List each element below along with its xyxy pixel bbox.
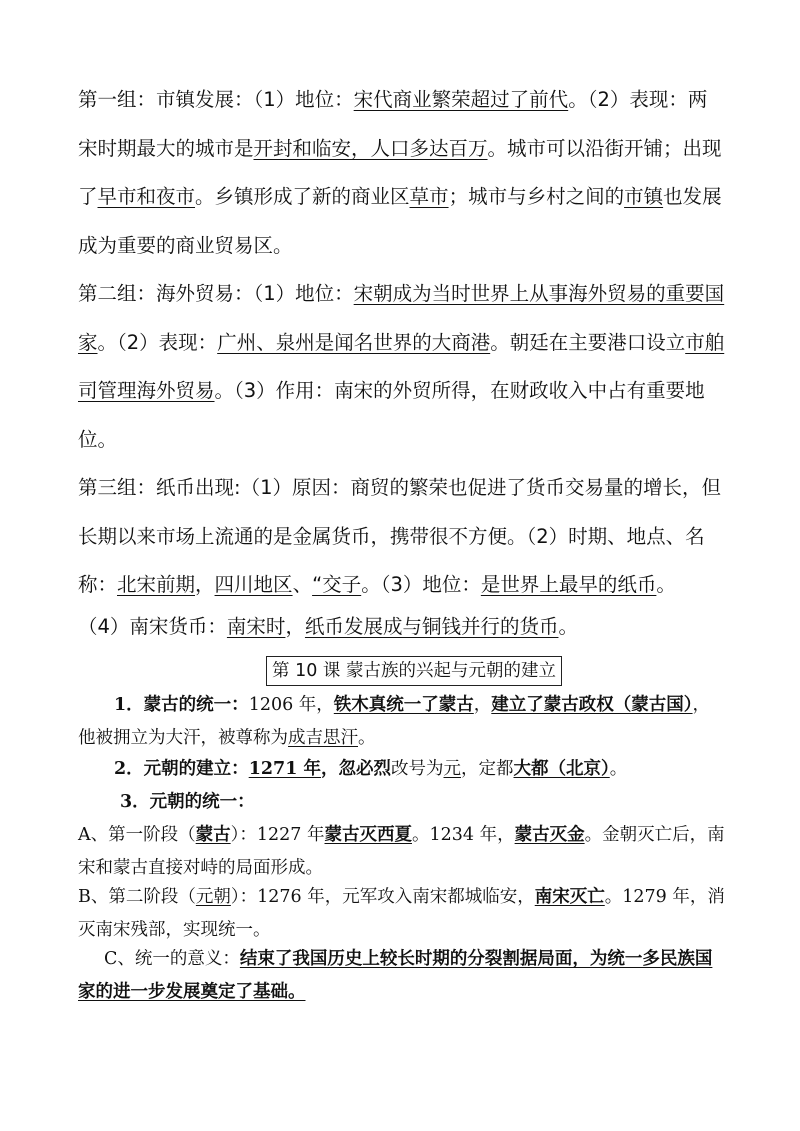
underlined-phrase: 元 <box>443 759 461 779</box>
body-text: ，他被拥立为大汗，被尊称为 <box>78 695 711 748</box>
item-label: 2．元朝的建立： <box>114 759 249 779</box>
group3-heading: 第三组：纸币出现:（1）原因：商贸的繁荣也促进了货币交易量的增长，但长期以来市场上流通的是金属货币，携带很不方便。（2）时期、地点、名称： <box>78 476 721 596</box>
body-text: 。（3）地位： <box>361 573 481 596</box>
underlined-phrase: 大都（北京） <box>513 759 610 779</box>
underlined-phrase: 宋代商业繁荣超过了前代 <box>353 88 569 111</box>
body-text: ， <box>285 615 305 638</box>
body-text: ）：1276 年，元军攻入南宋都城临安， <box>230 887 535 907</box>
body-text: 。 <box>609 759 628 779</box>
body-text: 改号为 <box>391 759 444 779</box>
paragraph-overseas-trade <box>78 270 726 464</box>
underlined-phrase: 成吉思汗 <box>288 728 358 748</box>
underlined-phrase: 蒙古灭西夏 <box>324 825 412 845</box>
underlined-phrase: 开封和临安，人口多达百万 <box>253 136 488 160</box>
underlined-phrase: 蒙古 <box>195 825 231 845</box>
underlined-phrase: 元朝 <box>195 887 231 907</box>
underlined-phrase: 市镇 <box>624 185 664 208</box>
body-text: 。朝廷在主要港口设立 <box>490 330 686 354</box>
body-text: ，定都 <box>461 759 514 779</box>
stage-b <box>78 881 726 947</box>
underlined-phrase: “交子 <box>312 573 362 596</box>
item-mongol-unification <box>78 689 726 755</box>
body-text: 、 <box>292 573 313 596</box>
body-text: 。金朝灭亡后，南宋和蒙古直接对峙的局面形成。 <box>78 825 725 878</box>
underlined-phrase: 北宋前期 <box>117 573 196 596</box>
underlined-phrase: 是世界上最早的纸币 <box>480 573 657 596</box>
underlined-phrase: 市舶司管理海外贸易 <box>78 330 725 402</box>
body-text: ，忽必烈 <box>321 759 391 779</box>
body-text: 。城市可以沿街开铺；出现了 <box>78 136 722 208</box>
underlined-phrase: 铁木真统一了蒙古 <box>333 695 474 715</box>
body-text: 。（2）表现： <box>97 330 218 354</box>
item-yuan-unification <box>78 786 726 819</box>
underlined-phrase: 纸币发展成与铜钱并行的货币 <box>304 615 559 638</box>
body-text: 。乡镇形成了新的商业区 <box>195 185 410 208</box>
body-text: ， <box>195 573 215 596</box>
body-text: B、第二阶段（ <box>78 887 196 907</box>
paragraph-paper-money <box>78 464 726 610</box>
stage-c <box>78 943 726 1009</box>
item-label: 1．蒙古的统一： <box>114 695 249 715</box>
body-text: 也发展成为重要的商业贸易区。 <box>78 185 722 257</box>
item-yuan-founding <box>78 753 726 786</box>
body-text: A、第一阶段（ <box>78 825 196 845</box>
body-text: 。1279 年，消灭南宋残部，实现统一。 <box>78 887 725 940</box>
lesson-title: 第 10 课 蒙古族的兴起与元朝的建立 <box>266 656 562 686</box>
body-text: ）：1227 年 <box>230 825 325 845</box>
group2-heading: 第二组：海外贸易：（1）地位： <box>78 282 354 305</box>
group1-heading: 第一组：市镇发展：（1）地位： <box>78 88 354 111</box>
body-text: 1206 年， <box>248 695 334 715</box>
body-text: 。（2）表现：两宋时期最大的城市是 <box>78 88 708 160</box>
body-text: 。 <box>558 615 578 638</box>
underlined-phrase: 草市 <box>409 185 449 208</box>
body-text: ， <box>473 695 492 715</box>
underlined-phrase: 早市和夜市 <box>97 185 196 208</box>
underlined-phrase: 南宋灭亡 <box>534 887 605 907</box>
underlined-phrase: 四川地区 <box>214 573 293 596</box>
group4-heading: （4）南宋货币： <box>78 615 227 638</box>
underlined-phrase: 结束了我国历史上较长时期的分裂割据局面，为统一多民族国家的进一步发展奠定了基础。 <box>78 949 713 1002</box>
body-text: ；城市与乡村之间的 <box>448 185 625 208</box>
body-text: C、统一的意义： <box>104 949 240 969</box>
paragraph-southern-song-currency <box>78 603 726 652</box>
underlined-phrase: 宋朝成为当时世界上从事海外贸易的重要国家 <box>78 282 725 354</box>
stage-a <box>78 819 726 885</box>
underlined-phrase: 1271 年 <box>248 759 321 779</box>
underlined-phrase: 蒙古灭金 <box>514 825 585 845</box>
underlined-phrase: 建立了蒙古政权（蒙古国） <box>491 695 693 715</box>
body-text: 。1234 年， <box>412 825 515 845</box>
paragraph-market-towns <box>78 76 726 270</box>
item-label: 3．元朝的统一： <box>120 792 255 812</box>
body-text: 。 <box>656 573 676 596</box>
underlined-phrase: 广州、泉州是闻名世界的大商港 <box>217 330 491 354</box>
body-text: 。（3）作用：南宋的外贸所得，在财政收入中占有重要地位。 <box>78 379 705 451</box>
body-text: 。 <box>358 728 376 748</box>
underlined-phrase: 南宋时 <box>226 615 286 638</box>
